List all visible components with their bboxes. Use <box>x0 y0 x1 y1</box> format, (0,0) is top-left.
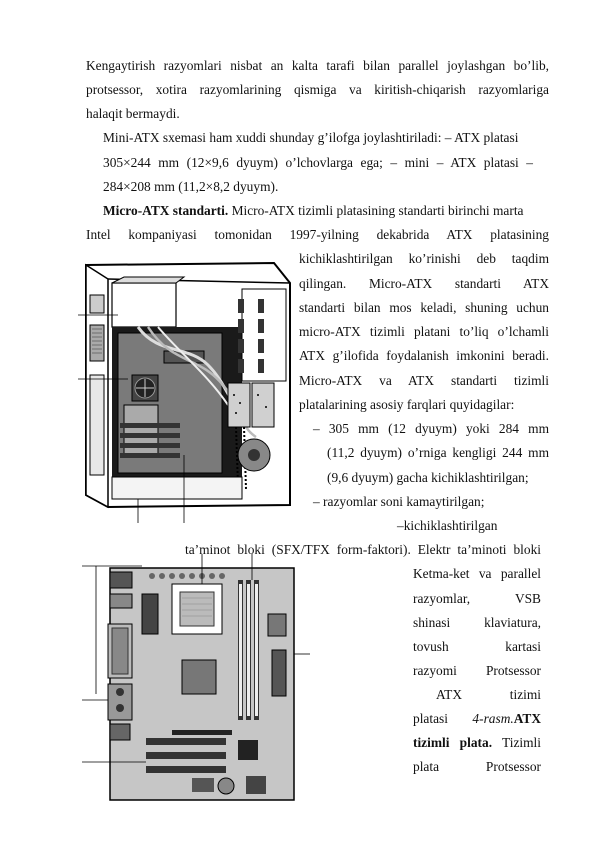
atx-motherboard-illustration <box>82 554 312 802</box>
para1-line1: Kengaytirish razyomlari nisbat an kalta tarafi bilan parallel joylashgan bo’lib, <box>86 58 549 73</box>
para3-line1-rest: Micro-ATX tizimli platasining standarti birinchi marta <box>228 203 524 218</box>
para3-line2: Intel kompaniyasi tomonidan 1997-yilning dekabrida ATX platasining <box>86 227 549 242</box>
wrap-line-1: kichiklashtirilgan ko’rinishi deb taqdim <box>299 251 549 266</box>
right-col-1: Ketma-ket va parallel <box>413 566 541 581</box>
wrap-line-5: ATX g’ilofida foydalanish imkonini beradi. <box>299 348 549 363</box>
para4-line1: ta’minot bloki (SFX/TFX form-faktori). Elektr ta’minoti bloki <box>185 542 541 557</box>
list-item1-line3: (9,6 dyuym) gacha kichiklashtirilgan; <box>327 470 529 485</box>
list-item3: –kichiklashtirilgan <box>397 518 498 533</box>
caption-line3: plata Protsessor <box>413 759 541 774</box>
wrap-line-2: qilingan. Micro-ATX standarti ATX <box>299 276 549 291</box>
wrap-line-3: standarti bilan mos keladi, shuning uchun <box>299 300 549 315</box>
right-col-6: ATX tizimi <box>436 687 541 702</box>
list-item2: – razyomlar soni kamaytirilgan; <box>313 494 485 509</box>
para2-line1: Mini-ATX sxemasi ham xuddi shunday g’ilofga joylashtiriladi: – ATX platasi <box>103 130 519 145</box>
para2-line2: 305×244 mm (12×9,6 dyuym) o’lchovlarga ega; – mini – ATX platasi – <box>103 155 533 170</box>
wrap-line-7: platalarining asosiy farqlari quyidagilar: <box>299 397 515 412</box>
para3-line1 <box>103 203 524 218</box>
right-col-3: shinasi klaviatura, <box>413 615 541 630</box>
para1-line2: protsessor, xotira razyomlarining qismiga va kiritish-chiqarish razyomlariga <box>86 82 549 97</box>
right-col-5: razyomi Protsessor <box>413 663 541 678</box>
figure-reference: 4-rasm. <box>472 711 514 726</box>
atx-case-illustration <box>78 255 300 523</box>
right-col-2: razyomlar, VSB <box>413 591 541 606</box>
wrap-line-6: Micro-ATX va ATX standarti tizimli <box>299 373 549 388</box>
right-col-4: tovush kartasi <box>413 639 541 654</box>
list-item1-line1: – 305 mm (12 dyuym) yoki 284 mm <box>313 421 549 436</box>
wrap-line-4: micro-ATX tizimli platani to’liq o’lchamli <box>299 324 549 339</box>
caption-line1: platasi 4-rasm.ATX <box>413 711 541 726</box>
para1-line3: halaqit bermaydi. <box>86 106 180 121</box>
list-item1-line2: (11,2 dyuym) o’rniga kengligi 244 mm <box>327 445 549 460</box>
caption-line2: tizimli plata. Tizimli <box>413 735 541 750</box>
micro-atx-heading: Micro-ATX standarti. <box>103 203 229 218</box>
para2-line3: 284×208 mm (11,2×8,2 dyuym). <box>103 179 279 194</box>
